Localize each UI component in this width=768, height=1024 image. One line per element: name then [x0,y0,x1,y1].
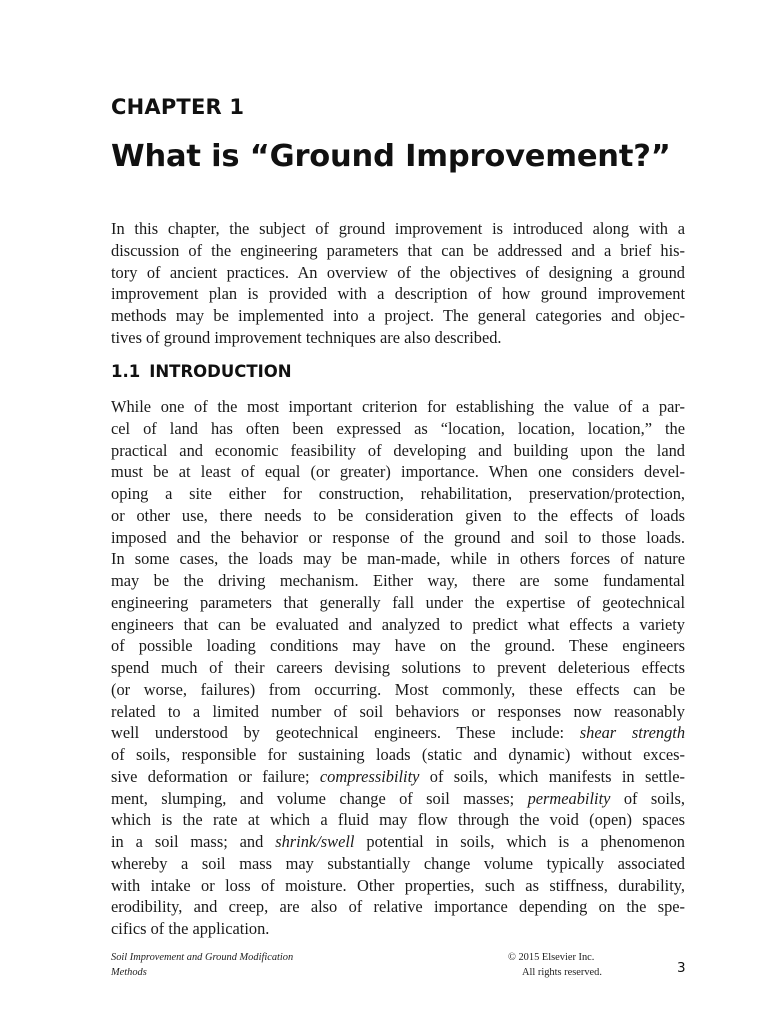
body-line: which is the rate at which a fluid may flow through the void (open) spaces [111,810,685,830]
section-heading [111,362,292,381]
body-line-text: in a soil mass; and [111,832,264,851]
page-footer [111,950,685,990]
body-line [111,722,685,744]
copyright-line: All rights reserved. [522,967,602,978]
book-title [111,950,293,980]
body-line: erodibility, and creep, are also of relative importance depending on the spe- [111,897,685,917]
body-line [111,831,685,853]
body-line: with intake or loss of moisture. Other properties, such as stiffness, durability, [111,875,685,895]
term-shear-strength: shear strength [579,723,686,743]
abstract-line: improvement plan is provided with a description of how ground improvement [111,284,685,304]
chapter-label: CHAPTER 1 [111,95,245,119]
body-line-text: sive deformation or failure; [111,766,310,786]
body-line: While one of the most important criterion for establishing the value of a par- [111,397,685,416]
body-line: cifics of the application. [111,919,270,938]
section-title: INTRODUCTION [149,362,292,381]
term-compressibility: compressibility [319,766,420,786]
chapter-abstract [111,218,685,349]
body-line-text: of soils, [623,788,685,808]
book-title-line: Soil Improvement and Ground Modification [111,952,294,963]
abstract-line: tory of ancient practices. An overview of the objectives of designing a ground [111,262,685,282]
body-line-text: ment, slumping, and volume change of soil masses; [111,788,515,808]
body-line: engineering parameters that generally fall under the expertise of geotechnical [111,592,685,612]
body-line: In some cases, the loads may be man-made, while in others forces of nature [111,549,685,569]
body-line: practical and economic feasibility of developing and building upon the land [111,440,685,460]
body-line: or other use, there needs to be consideration given to the effects of loads [111,505,685,525]
section-number: 1.1 [111,362,141,381]
body-line: (or worse, failures) from occurring. Most commonly, these effects can be [111,679,685,699]
body-line: engineers that can be evaluated and analyzed to predict what effects a variety [111,614,685,634]
body-line: related to a limited number of soil behaviors or responses now reasonably [111,701,685,721]
body-line: of possible loading conditions may have on the ground. These engineers [111,636,685,656]
abstract-line: In this chapter, the subject of ground improvement is introduced along with a [111,219,685,238]
body-line: whereby a soil mass may substantially change volume typically associated [111,853,685,873]
page-number: 3 [677,960,686,976]
copyright-line: © 2015 Elsevier Inc. [508,952,595,963]
body-line: cel of land has often been expressed as “location, location, location,” the [111,418,685,438]
body-line [111,766,685,788]
body-paragraph [111,396,685,940]
body-line: may be the driving mechanism. Either way, there are some fundamental [111,571,685,590]
book-title-line: Methods [111,967,147,978]
body-line-text: well understood by geotechnical engineers. These include: [111,723,565,743]
body-line: spend much of their careers devising solutions to prevent deleterious effects [111,658,685,677]
book-page [111,0,685,1024]
term-shrink-swell: shrink/swell [275,832,355,851]
term-permeability: permeability [527,788,611,808]
abstract-line: tives of ground improvement techniques are also described. [111,327,502,347]
body-line-text: of soils, which manifests in settle- [429,766,686,786]
body-line-text: potential in soils, which is a phenomenon [366,832,685,851]
abstract-line: discussion of the engineering parameters that can be addressed and a brief his- [111,240,685,260]
body-line: oping a site either for construction, rehabilitation, preservation/protection, [111,484,685,503]
body-line: must be at least of equal (or greater) importance. When one considers devel- [111,462,685,482]
abstract-line: methods may be implemented into a project. The general categories and objec- [111,306,685,325]
chapter-title: What is “Ground Improvement?” [111,139,671,174]
body-line: of soils, responsible for sustaining loads (static and dynamic) without exces- [111,745,685,764]
body-line [111,788,685,810]
copyright-notice [504,950,634,980]
body-line: imposed and the behavior or response of the ground and soil to those loads. [111,527,685,547]
